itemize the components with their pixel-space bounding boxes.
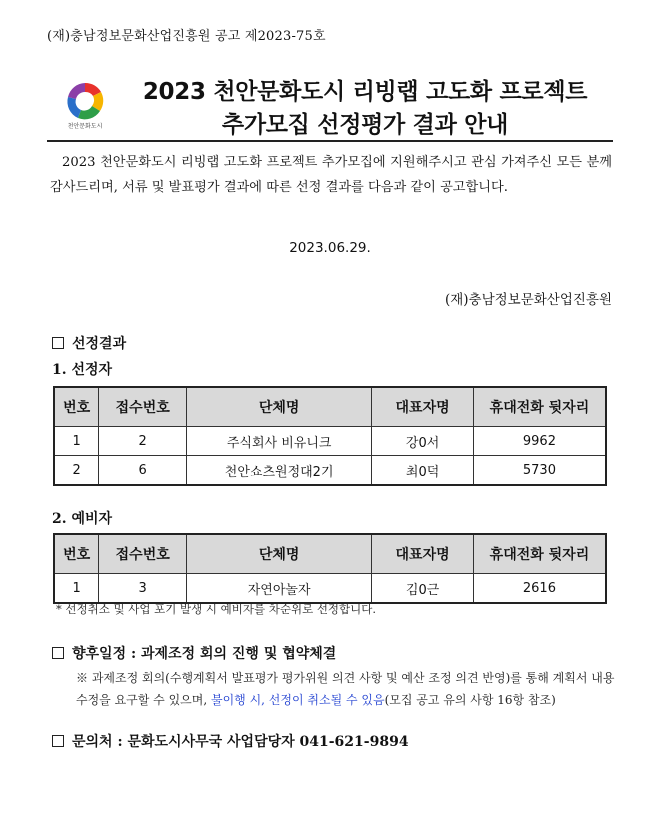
- intro-paragraph: 2023 천안문화도시 리빙랩 고도화 프로젝트 추가모집에 지원해주시고 관심 가져주신 모든 분께 감사드리며, 서류 및 발표평가 결과에 따른 선정 결과를 다음과 같이 공고합니다.: [50, 155, 612, 195]
- table-row: [54, 427, 606, 456]
- title-divider: [47, 140, 613, 142]
- schedule-note: [76, 667, 616, 711]
- section-contact-heading: [52, 731, 409, 751]
- table-cell: 2: [54, 456, 99, 486]
- column-header: 휴대전화 뒷자리: [473, 534, 606, 574]
- section-schedule-heading: [52, 643, 336, 663]
- table-cell: 최0덕: [372, 456, 474, 486]
- reserve-note: * 선정취소 및 사업 포기 발생 시 예비자를 차순위로 선정합니다.: [56, 602, 377, 616]
- section-schedule-label: 향후일정 : 과제조정 회의 진행 및 협약체결: [72, 646, 337, 662]
- table-cell: 1: [54, 574, 99, 604]
- table-header-row: [54, 534, 606, 574]
- page-title: 2023 천안문화도시 리빙랩 고도화 프로젝트: [142, 79, 588, 105]
- schedule-note-reference: (모집 공고 유의 사항 16항 참조): [384, 693, 556, 707]
- schedule-note-text: ※ 과제조정 회의(수행계획서 발표평가 평가위원 의견 사항 및 예산 조정 의견 반영)를 통해 계획서 내용 수정을 요구할 수 있으며,: [76, 671, 615, 707]
- checkbox-square-icon: [52, 647, 64, 659]
- checkbox-square-icon: [52, 735, 64, 747]
- column-header: 단체명: [187, 387, 372, 427]
- table-cell: 2616: [473, 574, 606, 604]
- table-cell: 1: [54, 427, 99, 456]
- column-header: 접수번호: [99, 387, 187, 427]
- section-results-label: 선정결과: [72, 336, 127, 352]
- table-cell: 9962: [473, 427, 606, 456]
- section-results-heading: [52, 333, 126, 353]
- logo-caption: 천안문화도시: [67, 123, 103, 130]
- table-cell: 김0근: [372, 574, 474, 604]
- table-cell: 자연아놀자: [187, 574, 372, 604]
- table-row: [54, 574, 606, 604]
- column-header: 단체명: [187, 534, 372, 574]
- announcement-date: 2023.06.29.: [289, 240, 371, 256]
- table-cell: 천안쇼츠원정대2기: [187, 456, 372, 486]
- cancellation-warning: 불이행 시, 선정이 취소될 수 있음: [211, 693, 385, 707]
- table-row: [54, 456, 606, 486]
- column-header: 번호: [54, 387, 99, 427]
- table-cell: 주식회사 비유니크: [187, 427, 372, 456]
- table-cell: 6: [99, 456, 187, 486]
- reserve-heading: 2. 예비자: [52, 511, 113, 527]
- section-contact-label: 문의처 : 문화도시사무국 사업담당자 041-621-9894: [72, 734, 409, 750]
- table-cell: 2: [99, 427, 187, 456]
- column-header: 번호: [54, 534, 99, 574]
- checkbox-square-icon: [52, 337, 64, 349]
- organization-signature: (재)충남정보문화산업진흥원: [444, 292, 612, 308]
- selected-table: [53, 386, 607, 486]
- page-subtitle: 추가모집 선정평가 결과 안내: [221, 112, 509, 138]
- announcement-number: (재)충남정보문화산업진흥원 공고 제2023-75호: [47, 29, 326, 44]
- reserve-table: [53, 533, 607, 604]
- table-cell: 강0서: [372, 427, 474, 456]
- column-header: 대표자명: [372, 387, 474, 427]
- table-cell: 3: [99, 574, 187, 604]
- column-header: 접수번호: [99, 534, 187, 574]
- selected-heading: 1. 선정자: [52, 362, 113, 378]
- column-header: 대표자명: [372, 534, 474, 574]
- table-cell: 5730: [473, 456, 606, 486]
- table-header-row: [54, 387, 606, 427]
- cheonan-culture-city-logo: [64, 80, 106, 122]
- column-header: 휴대전화 뒷자리: [473, 387, 606, 427]
